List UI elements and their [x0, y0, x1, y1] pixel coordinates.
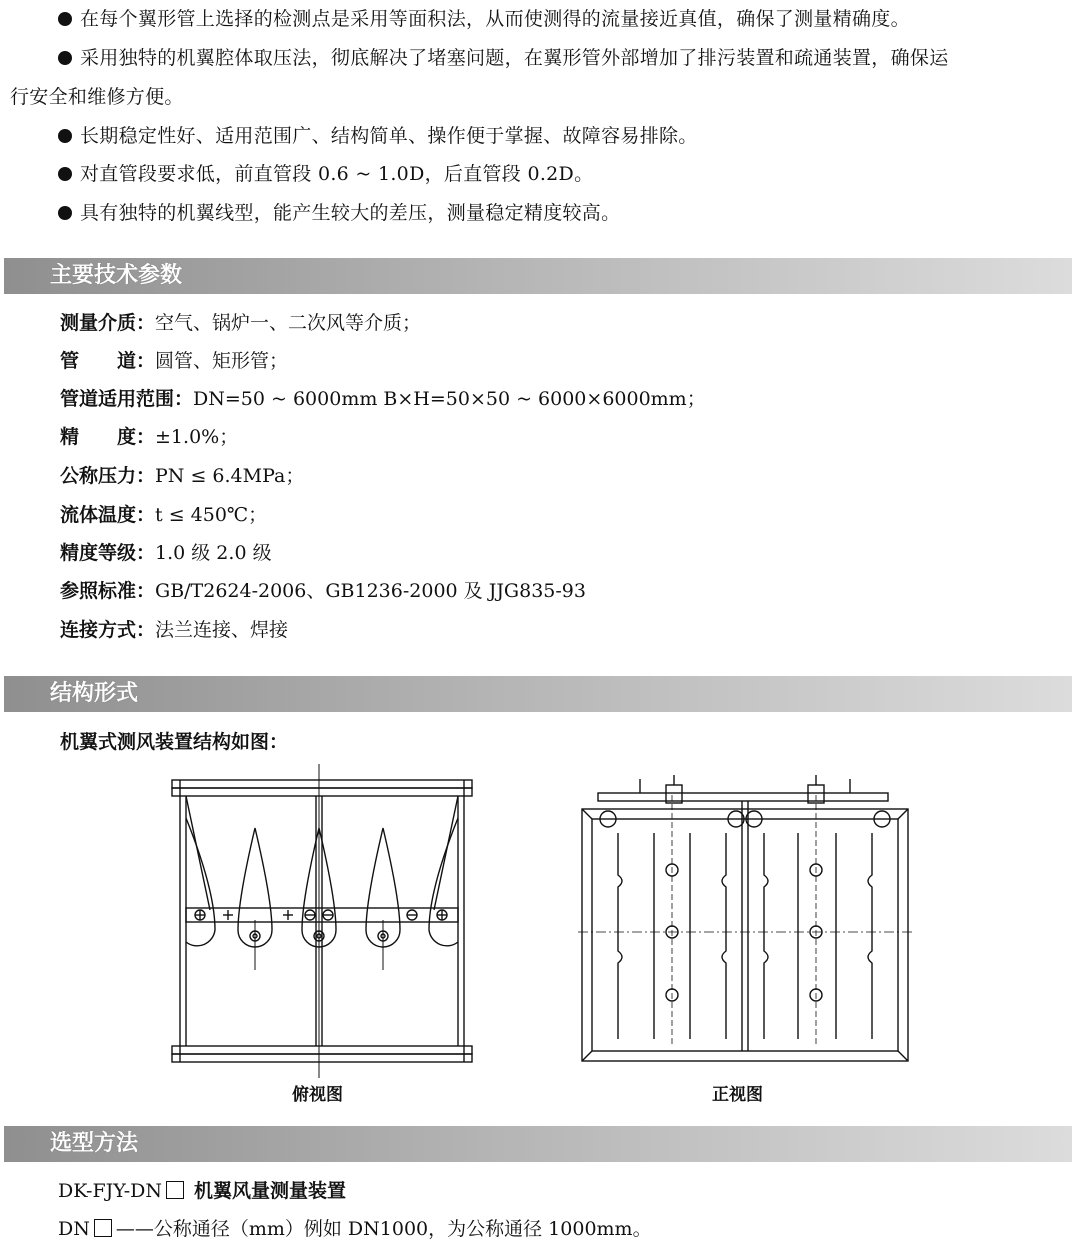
- section-header-params: 主要技术参数: [4, 258, 1072, 294]
- feature-item: 在每个翼形管上选择的检测点是采用等面积法，从而使测得的流量接近真值，确保了测量精确度。: [58, 6, 910, 32]
- bullet-icon: [58, 167, 72, 181]
- feature-continuation: 行安全和维修方便。: [10, 86, 184, 108]
- param-row: 流体温度：t ≤ 450℃；: [60, 504, 268, 526]
- param-row: 管道适用范围：DN=50 ~ 6000mm B×H=50×50 ~ 6000×6000mm；: [60, 388, 706, 410]
- top-view-drawing: [160, 760, 490, 1080]
- model-code-line: DK-FJY-DN 机翼风量测量装置: [58, 1180, 347, 1202]
- feature-item: 采用独特的机翼腔体取压法，彻底解决了堵塞问题，在翼形管外部增加了排污装置和疏通装置，确保运: [58, 45, 949, 71]
- param-row: 公称压力：PN ≤ 6.4MPa；: [60, 465, 305, 487]
- placeholder-box-icon: [94, 1219, 112, 1237]
- param-row: 精 度：±1.0%；: [60, 426, 239, 448]
- dn-description-line: DN ——公称通径（mm）例如 DN1000，为公称通径 1000mm。: [58, 1218, 652, 1240]
- bullet-icon: [58, 206, 72, 220]
- placeholder-box-icon: [166, 1181, 184, 1199]
- feature-item: 对直管段要求低，前直管段 0.6 ~ 1.0D，后直管段 0.2D。: [58, 161, 593, 187]
- section-header-structure: 结构形式: [4, 676, 1072, 712]
- bullet-icon: [58, 12, 72, 26]
- param-row: 管 道：圆管、矩形管；: [60, 350, 289, 372]
- front-view-caption: 正视图: [712, 1085, 763, 1105]
- feature-item: 具有独特的机翼线型，能产生较大的差压，测量稳定精度较高。: [58, 200, 620, 226]
- top-view-caption: 俯视图: [292, 1085, 343, 1105]
- feature-item: 长期稳定性好、适用范围广、结构简单、操作便于掌握、故障容易排除。: [58, 123, 698, 149]
- section-header-selection: 选型方法: [4, 1126, 1072, 1162]
- structure-intro: 机翼式测风装置结构如图：: [60, 731, 289, 753]
- param-row: 连接方式：法兰连接、焊接: [60, 619, 289, 641]
- param-row: 参照标准：GB/T2624-2006、GB1236-2000 及 JJG835-93: [60, 580, 586, 602]
- front-view-drawing: [578, 775, 913, 1070]
- bullet-icon: [58, 129, 72, 143]
- bullet-icon: [58, 51, 72, 65]
- param-row: 精度等级：1.0 级 2.0 级: [60, 542, 272, 564]
- param-row: 测量介质：空气、锅炉一、二次风等介质；: [60, 312, 422, 334]
